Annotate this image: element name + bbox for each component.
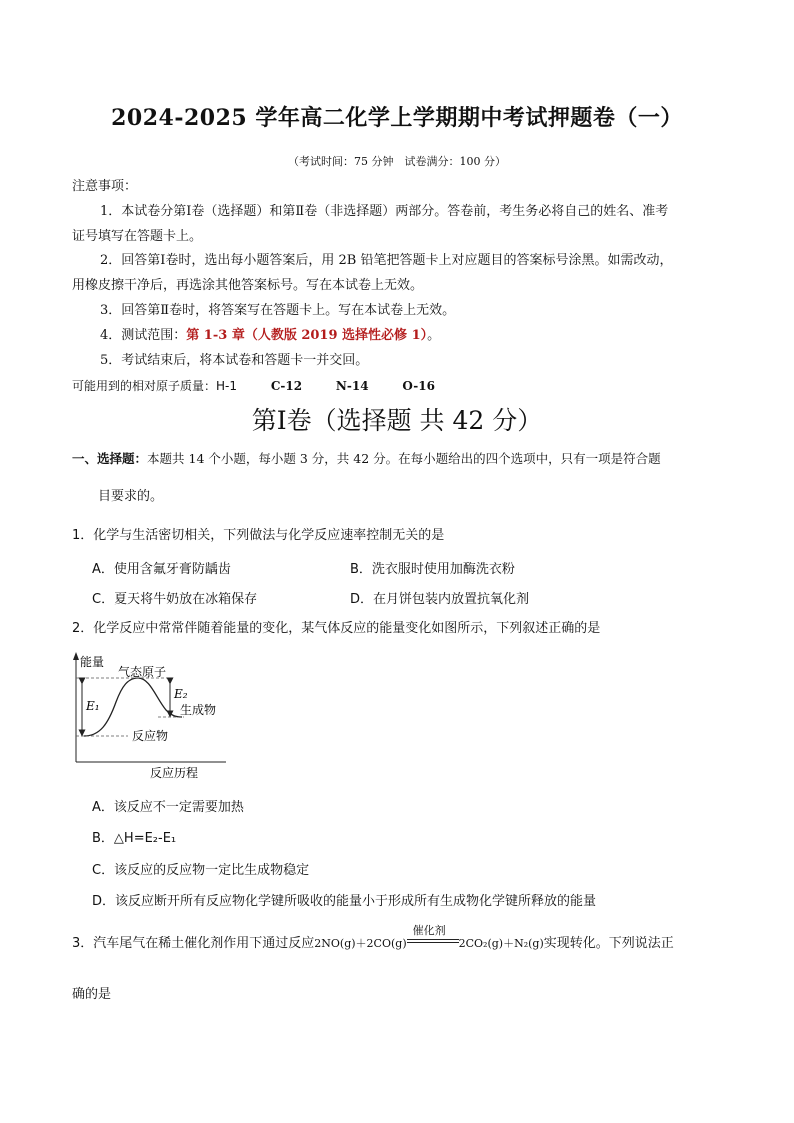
section-1-instructions	[72, 450, 661, 468]
q1-stem: 1．化学与生活密切相关，下列做法与化学反应速率控制无关的是	[72, 528, 445, 543]
q1-option-b: B．洗衣服时使用加酶洗衣粉	[350, 562, 515, 577]
q1-option-d: D．在月饼包装内放置抗氧化剂	[350, 592, 530, 607]
energy-axis-label: 能量	[80, 655, 105, 669]
q3-stem-line-1	[72, 924, 674, 953]
q3-reaction-left: 2NO(g)＋2CO(g)	[314, 937, 407, 950]
notice-item-1-line-2: 证号填写在答题卡上。	[72, 229, 203, 244]
atomic-mass-o: O-16	[402, 379, 435, 393]
section-1-instr-line-2: 目要求的。	[98, 489, 164, 504]
peak-label: 气态原子	[118, 665, 167, 679]
q2-option-c: C．该反应的反应物一定比生成物稳定	[92, 863, 310, 878]
section-1-title: 第Ⅰ卷（选择题 共 42 分）	[251, 406, 543, 435]
q2-option-b: B．△H=E₂-E₁	[92, 831, 177, 846]
notice-item-2-line-1: 2．回答第Ⅰ卷时，选出每小题答案后，用 2B 铅笔把答题卡上对应题目的答案标号涂黑。如需改动，	[100, 253, 673, 268]
q1-option-c: C．夏天将牛奶放在冰箱保存	[92, 592, 258, 607]
product-label: 生成物	[180, 703, 217, 717]
e2-label: E₂	[174, 687, 188, 701]
section-1-instr-prefix: 一、选择题：	[72, 451, 148, 466]
reactant-label: 反应物	[132, 729, 169, 743]
q3-reaction-line-bottom	[407, 942, 459, 943]
atomic-mass-c: C-12	[270, 379, 303, 393]
notice-item-4	[100, 327, 440, 345]
section-1-instr-body: 本题共 14 个小题，每小题 3 分，共 42 分。在每小题给出的四个选项中，只有一项是符合题	[147, 451, 661, 466]
test-scope: 第 1-3 章（人教版 2019 选择性必修 1）	[186, 328, 428, 343]
energy-axis-arrow-icon	[73, 652, 79, 660]
notice-item-1-line-1: 1．本试卷分第Ⅰ卷（选择题）和第Ⅱ卷（非选择题）两部分。答卷前，考生务必将自己的姓名、准考	[100, 204, 669, 219]
exam-subtitle: （考试时间：75 分钟 试卷满分：100 分）	[288, 155, 506, 168]
q3-reaction-arrow	[407, 924, 459, 947]
notice-item-5: 5．考试结束后，将本试卷和答题卡一并交回。	[100, 353, 369, 368]
atomic-mass-n: N-14	[335, 379, 369, 393]
notice-item-4-suffix: 。	[427, 328, 441, 343]
exam-title: 2024-2025 学年高二化学上学期期中考试押题卷（一）	[111, 105, 683, 131]
notice-heading: 注意事项：	[72, 179, 138, 194]
q1-option-a: A．使用含氟牙膏防龋齿	[92, 562, 231, 577]
atomic-masses	[72, 377, 435, 395]
q3-stem-line-2: 确的是	[72, 987, 112, 1002]
energy-diagram	[66, 650, 236, 782]
q2-stem: 2．化学反应中常常伴随着能量的变化，某气体反应的能量变化如图所示，下列叙述正确的是	[72, 621, 601, 636]
q2-option-d: D．该反应断开所有反应物化学键所吸收的能量小于形成所有生成物化学键所释放的能量	[92, 894, 597, 909]
q3-reaction-line-top	[407, 939, 459, 940]
q3-reaction-right: 2CO₂(g)＋N₂(g)	[458, 937, 544, 950]
e1-label: E₁	[86, 699, 100, 713]
atomic-mass-label: 可能用到的相对原子质量：H-1	[72, 379, 237, 393]
q3-catalyst-label: 催化剂	[412, 924, 446, 937]
q3-stem-suffix: 实现转化。下列说法正	[543, 936, 674, 951]
q2-option-a: A．该反应不一定需要加热	[92, 800, 244, 815]
notice-item-3: 3．回答第Ⅱ卷时，将答案写在答题卡上。写在本试卷上无效。	[100, 303, 456, 318]
progress-axis-label: 反应历程	[150, 766, 199, 780]
notice-item-2-line-2: 用橡皮擦干净后，再选涂其他答案标号。写在本试卷上无效。	[72, 278, 424, 293]
notice-item-4-prefix: 4．测试范围：	[100, 328, 187, 343]
q3-stem-prefix: 3．汽车尾气在稀土催化剂作用下通过反应	[72, 936, 315, 951]
